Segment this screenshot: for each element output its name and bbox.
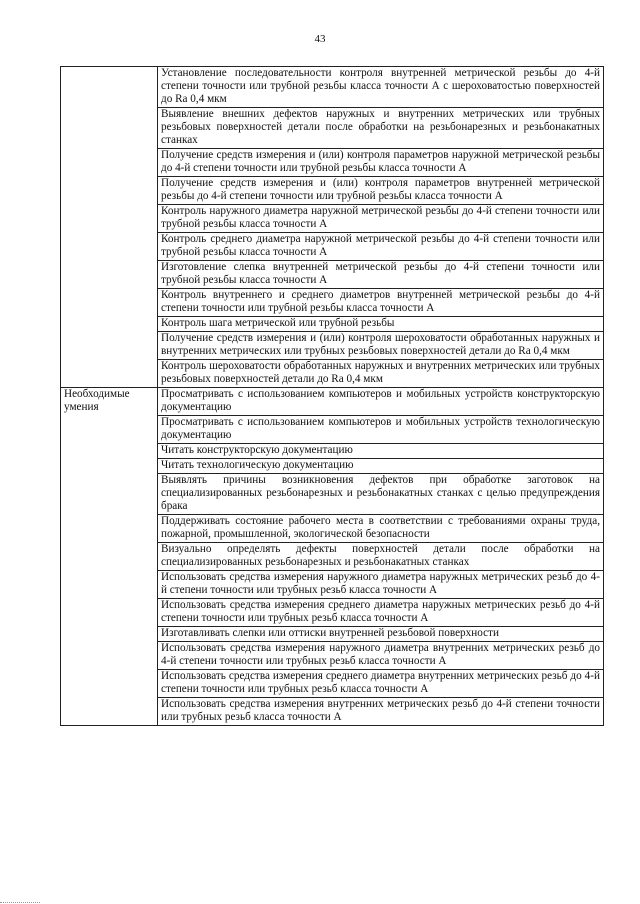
table-cell: Использовать средства измерения среднего диаметра наружных метрических резьб до 4-й степени точности или трубных резьб класса точности А	[158, 599, 604, 627]
table-row	[61, 67, 604, 108]
table-cell: Контроль среднего диаметра наружной метрической резьбы до 4-й степени точности или трубной резьбы класса точности А	[158, 233, 604, 261]
table-cell: Выявление внешних дефектов наружных и внутренних метрических или трубных резьбовых поверхностей детали после обработки на резьбонарезных и резьбонакатных станках	[158, 108, 604, 149]
table-cell: Просматривать с использованием компьютеров и мобильных устройств конструкторскую документацию	[158, 388, 604, 416]
table-row	[61, 388, 604, 416]
table-cell: Использовать средства измерения внутренних метрических резьб до 4-й степени точности или трубных резьб класса точности А	[158, 698, 604, 726]
table-cell: Использовать средства измерения среднего диаметра внутренних метрических резьб до 4-й степени точности или трубных резьб класса точности А	[158, 670, 604, 698]
table-cell: Контроль внутреннего и среднего диаметров внутренней метрической резьбы до 4-й степени точности или трубной резьбы класса точности А	[158, 289, 604, 317]
scan-edge-mark	[0, 902, 40, 903]
table-cell: Просматривать с использованием компьютеров и мобильных устройств технологическую документацию	[158, 416, 604, 444]
table-cell: Визуально определять дефекты поверхностей детали после обработки на специализированных резьбонарезных и резьбонакатных станках	[158, 543, 604, 571]
table-cell: Изготовление слепка внутренней метрической резьбы до 4-й степени точности или трубной резьбы класса точности А	[158, 261, 604, 289]
skills-label-cell: Необходимые умения	[61, 388, 158, 726]
table-cell: Контроль шероховатости обработанных наружных и внутренних метрических или трубных резьбовых поверхностей детали до Ra 0,4 мкм	[158, 360, 604, 388]
table-cell: Выявлять причины возникновения дефектов при обработке заготовок на специализированных резьбонарезных и резьбонакатных станках с целью предупреждения брака	[158, 474, 604, 515]
table-cell: Получение средств измерения и (или) контроля шероховатости обработанных наружных и внутренних метрических или трубных резьбовых поверхностей детали до Ra 0,4 мкм	[158, 332, 604, 360]
table-cell: Получение средств измерения и (или) контроля параметров внутренней метрической резьбы до 4-й степени точности или трубной резьбы класса точности А	[158, 177, 604, 205]
table-cell: Изготавливать слепки или оттиски внутренней резьбовой поверхности	[158, 627, 604, 642]
table-cell: Использовать средства измерения наружного диаметра внутренних метрических резьб до 4-й степени точности или трубных резьб класса точности А	[158, 642, 604, 670]
table-cell: Контроль шага метрической или трубной резьбы	[158, 317, 604, 332]
table-cell: Контроль наружного диаметра наружной метрической резьбы до 4-й степени точности или трубной резьбы класса точности А	[158, 205, 604, 233]
table-cell: Установление последовательности контроля внутренней метрической резьбы до 4-й степени точности или трубной резьбы класса точности А с шероховатостью поверхностей до Ra 0,4 мкм	[158, 67, 604, 108]
requirements-table	[60, 66, 604, 726]
section-label-cell	[61, 67, 158, 388]
table-cell: Читать конструкторскую документацию	[158, 444, 604, 459]
table-cell: Поддерживать состояние рабочего места в соответствии с требованиями охраны труда, пожарной, промышленной, экологической безопасности	[158, 515, 604, 543]
table-cell: Использовать средства измерения наружного диаметра наружных метрических резьб до 4-й степени точности или трубных резьб класса точности А	[158, 571, 604, 599]
table-cell: Читать технологическую документацию	[158, 459, 604, 474]
page-number: 43	[314, 33, 326, 45]
table-cell: Получение средств измерения и (или) контроля параметров наружной метрической резьбы до 4-й степени точности или трубной резьбы класса точности А	[158, 149, 604, 177]
